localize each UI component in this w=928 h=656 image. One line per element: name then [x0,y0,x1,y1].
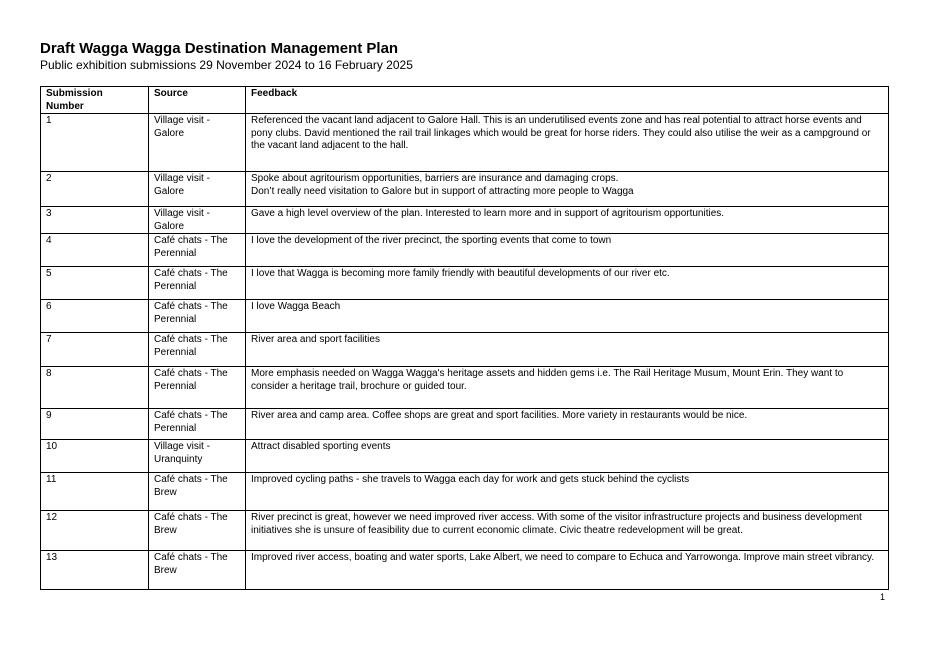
page-number: 1 [880,592,886,602]
source-cell: Café chats - The Perennial [149,409,246,440]
submissions-table [40,86,889,590]
submission-number-cell: 8 [41,367,149,409]
table-header-row [41,87,889,114]
document-title: Draft Wagga Wagga Destination Management Plan [40,40,399,57]
feedback-cell: Spoke about agritourism opportunities, barriers are insurance and damaging crops. Don’t really need visitation to Galore but in support of attracting more people to Wagga [246,172,889,207]
submission-number-cell: 7 [41,333,149,367]
feedback-cell: Improved cycling paths - she travels to Wagga each day for work and gets stuck behind the cyclists [246,473,889,511]
submission-number-cell: 13 [41,551,149,590]
submission-number-cell: 12 [41,511,149,551]
submission-number-cell: 2 [41,172,149,207]
table-row [41,267,889,300]
feedback-cell: Attract disabled sporting events [246,440,889,473]
source-cell: Café chats - The Perennial [149,267,246,300]
table-row [41,300,889,333]
submission-number-cell: 10 [41,440,149,473]
source-cell: Village visit - Uranquinty [149,440,246,473]
submission-number-cell: 1 [41,114,149,172]
submission-number-cell: 11 [41,473,149,511]
source-cell: Café chats - The Perennial [149,367,246,409]
feedback-cell: Referenced the vacant land adjacent to Galore Hall. This is an underutilised events zone and has real potential to attract horse events and pony clubs. David mentioned the rail trail linkages which would be great for horse riders. They could also utilise the weir as a campground or the vacant land adjacent to the hall. [246,114,889,172]
feedback-cell: River area and camp area. Coffee shops are great and sport facilities. More variety in restaurants would be nice. [246,409,889,440]
feedback-cell: I love the development of the river precinct, the sporting events that come to town [246,234,889,267]
document-subtitle: Public exhibition submissions 29 November 2024 to 16 February 2025 [40,58,413,72]
feedback-cell: Gave a high level overview of the plan. Interested to learn more and in support of agritourism opportunities. [246,207,889,234]
submission-number-cell: 9 [41,409,149,440]
table-row [41,551,889,590]
table-row [41,114,889,172]
source-cell: Café chats - The Brew [149,551,246,590]
source-cell: Village visit - Galore [149,172,246,207]
source-cell: Café chats - The Perennial [149,333,246,367]
table-row [41,207,889,234]
source-cell: Café chats - The Brew [149,511,246,551]
feedback-cell: River area and sport facilities [246,333,889,367]
source-cell: Café chats - The Brew [149,473,246,511]
table-row [41,440,889,473]
table-row [41,409,889,440]
column-header-feedback: Feedback [246,87,889,114]
table-row [41,333,889,367]
source-cell: Village visit - Galore [149,207,246,234]
table-row [41,172,889,207]
column-header-source: Source [149,87,246,114]
feedback-cell: Improved river access, boating and water sports, Lake Albert, we need to compare to Echuca and Yarrowonga. Improve main street vibrancy. [246,551,889,590]
source-cell: Café chats - The Perennial [149,300,246,333]
submission-number-cell: 5 [41,267,149,300]
feedback-cell: River precinct is great, however we need improved river access. With some of the visitor infrastructure projects and business development initiatives she is unsure of feasibility due to current economic climate. Civic theatre redevelopment will be great. [246,511,889,551]
table-row [41,234,889,267]
feedback-cell: I love that Wagga is becoming more family friendly with beautiful developments of our river etc. [246,267,889,300]
feedback-cell: More emphasis needed on Wagga Wagga's heritage assets and hidden gems i.e. The Rail Heritage Musum, Mount Erin. They want to consider a heritage trail, brochure or guided tour. [246,367,889,409]
submission-number-cell: 4 [41,234,149,267]
submission-number-cell: 6 [41,300,149,333]
table-row [41,367,889,409]
source-cell: Café chats - The Perennial [149,234,246,267]
column-header-submission-number: Submission Number [41,87,149,114]
feedback-cell: I love Wagga Beach [246,300,889,333]
table-row [41,473,889,511]
table-row [41,511,889,551]
submission-number-cell: 3 [41,207,149,234]
source-cell: Village visit - Galore [149,114,246,172]
